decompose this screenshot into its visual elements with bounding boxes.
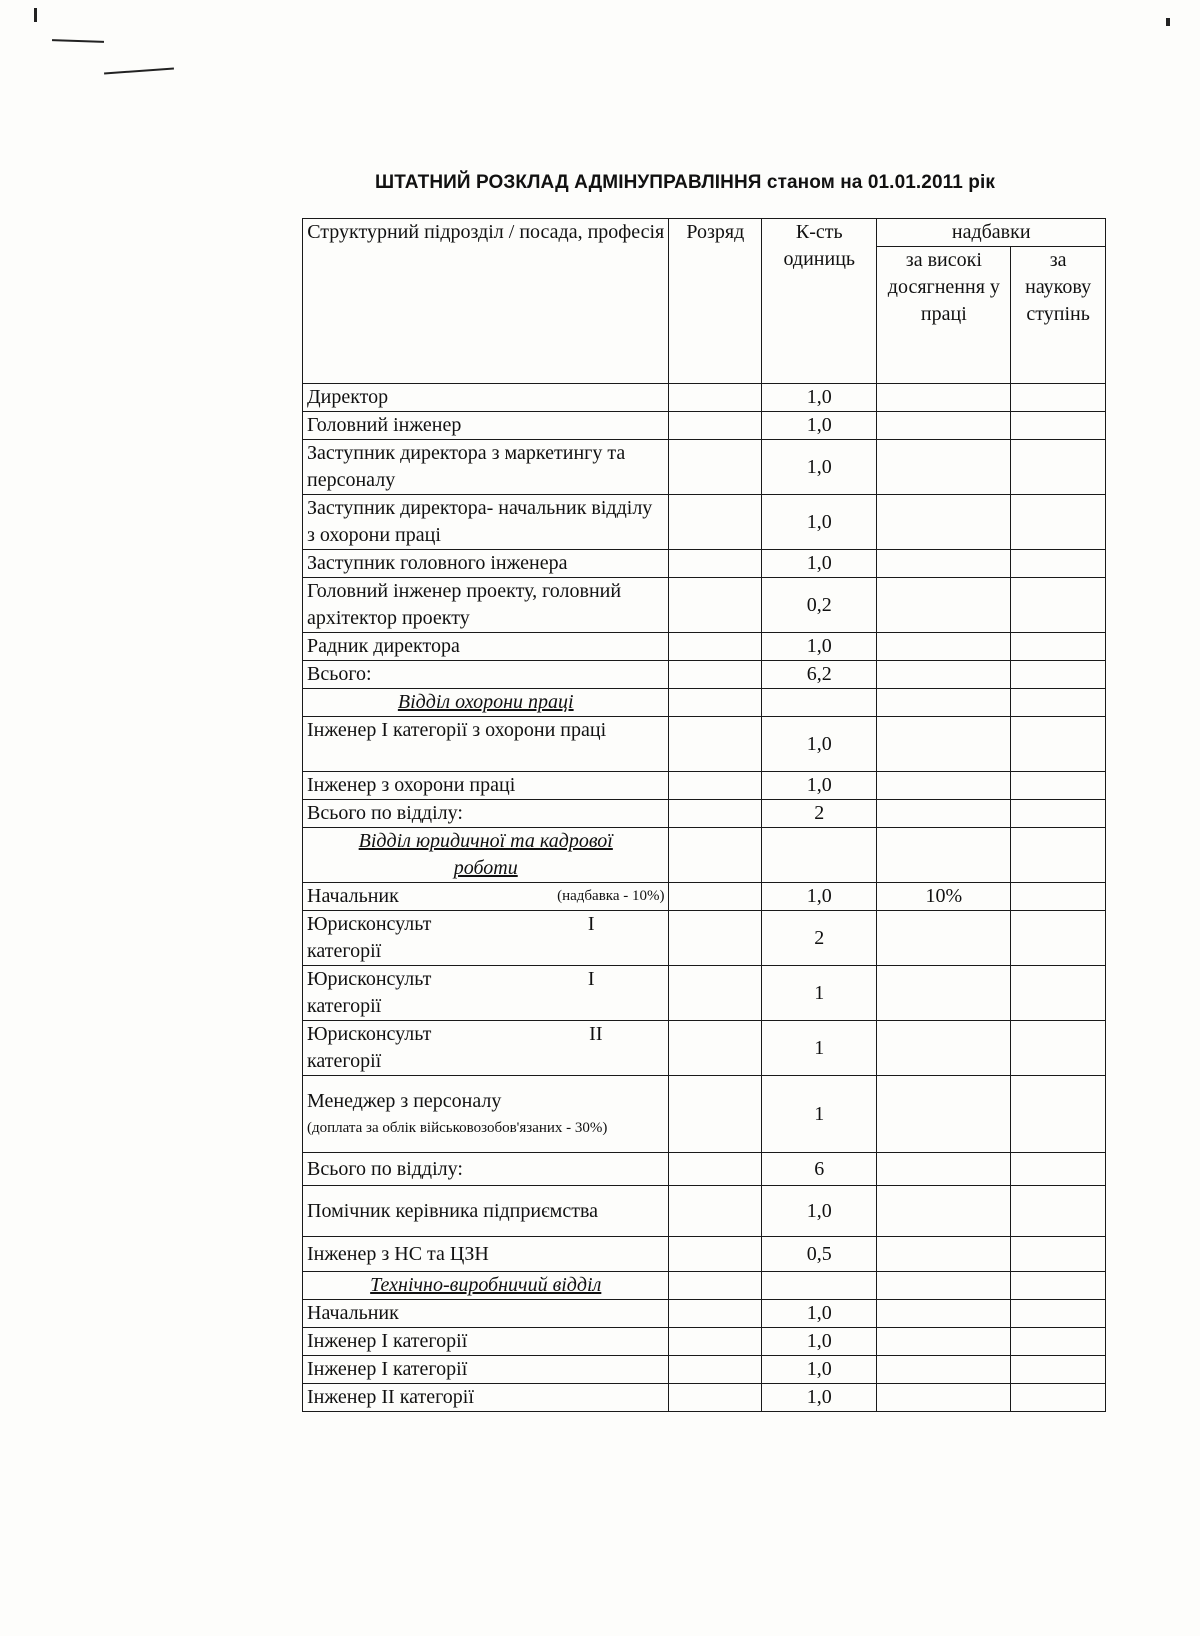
position-category: І	[587, 913, 595, 935]
total-row	[303, 1153, 1106, 1186]
position-name: Радник директора	[303, 633, 669, 661]
table-row	[303, 1384, 1106, 1412]
total-row	[303, 661, 1106, 689]
header-allowance-high: за високі досягнення у праці	[877, 247, 1011, 384]
position-cell	[303, 1076, 669, 1153]
table-row	[303, 717, 1106, 772]
pen-stroke	[104, 68, 174, 75]
document-title: ШТАТНИЙ РОЗКЛАД АДМІНУПРАВЛІННЯ станом на 01.01.2011 рік	[375, 172, 995, 193]
position-name: Заступник головного інженера	[303, 550, 669, 578]
position-note: (доплата за облік військовозобов'язаних - 30%)	[307, 1120, 608, 1136]
position-suffix: категорії	[307, 1050, 382, 1072]
unit-count: 1,0	[762, 1356, 877, 1384]
table-row	[303, 412, 1106, 440]
position-name: Головний інженер	[303, 412, 669, 440]
position-suffix: категорії	[307, 940, 382, 962]
position-category: ІІ	[589, 1023, 603, 1045]
position-note: (надбавка - 10%)	[557, 888, 665, 904]
header-allowances: надбавки	[877, 219, 1106, 247]
section-row	[303, 1272, 1106, 1300]
total-label: Всього по відділу:	[303, 1153, 669, 1186]
unit-count: 1,0	[762, 384, 877, 412]
table-row	[303, 1186, 1106, 1237]
position-name: Інженер І категорії	[303, 1328, 669, 1356]
unit-count: 6	[762, 1153, 877, 1186]
corner-mark	[34, 8, 37, 22]
unit-count: 1	[762, 1076, 877, 1153]
unit-count: 0,2	[762, 578, 877, 633]
table-row	[303, 1328, 1106, 1356]
unit-count: 1	[762, 966, 877, 1021]
position-name: Юрисконсульт	[307, 1023, 432, 1045]
table-row	[303, 550, 1106, 578]
unit-count: 2	[762, 911, 877, 966]
header-count: К-сть одиниць	[762, 219, 877, 384]
position-name: Менеджер з персоналу	[307, 1090, 502, 1112]
unit-count: 1,0	[762, 440, 877, 495]
table-row	[303, 633, 1106, 661]
staff-schedule-table	[302, 218, 1106, 1412]
position-name: Юрисконсульт	[307, 968, 432, 990]
header-grade: Розряд	[669, 219, 762, 384]
position-cell	[303, 1021, 669, 1076]
position-cell	[303, 883, 669, 911]
position-category: І	[587, 968, 595, 990]
table-row	[303, 495, 1106, 550]
position-name: Директор	[303, 384, 669, 412]
unit-count: 2	[762, 800, 877, 828]
table-row	[303, 772, 1106, 800]
table-row	[303, 883, 1106, 911]
position-name: Начальник	[303, 1300, 669, 1328]
unit-count: 1,0	[762, 1300, 877, 1328]
table-row	[303, 966, 1106, 1021]
position-name: Інженер ІІ категорії	[303, 1384, 669, 1412]
unit-count: 1,0	[762, 550, 877, 578]
pen-stroke	[52, 39, 104, 43]
unit-count: 1,0	[762, 1328, 877, 1356]
position-name: Інженер І категорії	[303, 1356, 669, 1384]
table-row	[303, 1237, 1106, 1272]
table-row	[303, 578, 1106, 633]
unit-count: 1,0	[762, 1384, 877, 1412]
unit-count: 1,0	[762, 412, 877, 440]
table-row	[303, 1300, 1106, 1328]
table-row	[303, 1356, 1106, 1384]
position-cell	[303, 911, 669, 966]
position-cell	[303, 966, 669, 1021]
table-row	[303, 384, 1106, 412]
position-name: Заступник директора- начальник відділу з охорони праці	[303, 495, 669, 550]
table-row	[303, 911, 1106, 966]
position-name: Помічник керівника підприємства	[303, 1186, 669, 1237]
position-name: Заступник директора з маркетингу та персоналу	[303, 440, 669, 495]
total-label: Всього по відділу:	[303, 800, 669, 828]
unit-count: 1,0	[762, 772, 877, 800]
unit-count: 1	[762, 1021, 877, 1076]
position-name: Юрисконсульт	[307, 913, 432, 935]
unit-count: 1,0	[762, 495, 877, 550]
total-row	[303, 800, 1106, 828]
unit-count: 1,0	[762, 633, 877, 661]
allowance-high: 10%	[877, 883, 1011, 911]
section-row	[303, 689, 1106, 717]
section-row	[303, 828, 1106, 883]
position-name: Головний інженер проекту, головний архітектор проекту	[303, 578, 669, 633]
unit-count: 1,0	[762, 1186, 877, 1237]
position-name: Інженер з НС та ЦЗН	[303, 1237, 669, 1272]
header-allowance-degree: за наукову ступінь	[1011, 247, 1106, 384]
position-name: Інженер з охорони праці	[303, 772, 669, 800]
unit-count: 1,0	[762, 883, 877, 911]
section-title: Відділ охорони праці	[303, 689, 669, 717]
total-label: Всього:	[303, 661, 669, 689]
table-row	[303, 440, 1106, 495]
position-name: Інженер І категорії з охорони праці	[303, 717, 669, 772]
corner-mark	[1166, 18, 1170, 26]
unit-count: 1,0	[762, 717, 877, 772]
unit-count: 6,2	[762, 661, 877, 689]
header-position: Структурний підрозділ / посада, професія	[303, 219, 669, 384]
section-title: Технічно-виробничий відділ	[303, 1272, 669, 1300]
position-suffix: категорії	[307, 995, 382, 1017]
position-name: Начальник	[307, 885, 399, 907]
table-row	[303, 1076, 1106, 1153]
table-row	[303, 1021, 1106, 1076]
section-title: Відділ юридичної та кадрової роботи	[303, 828, 669, 883]
unit-count: 0,5	[762, 1237, 877, 1272]
